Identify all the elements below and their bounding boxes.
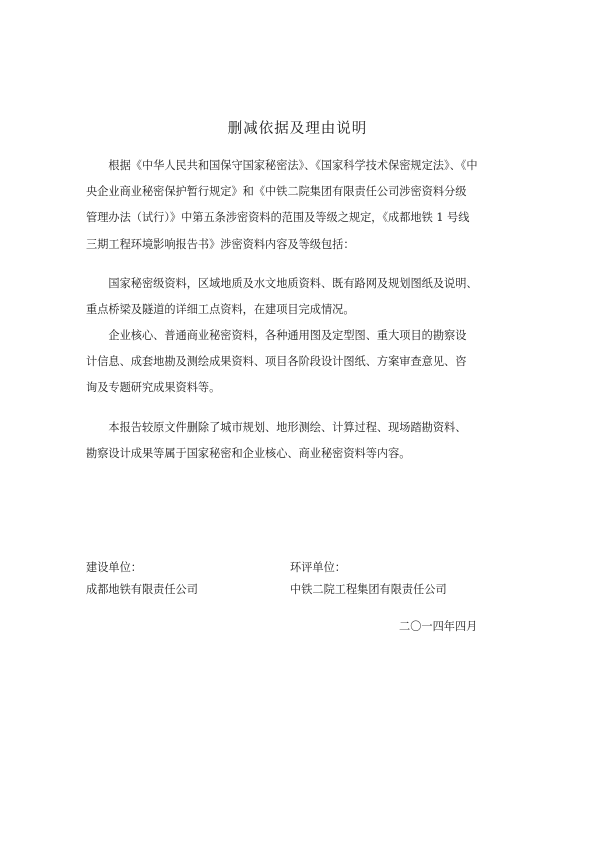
signature-label: 环评单位： bbox=[290, 561, 346, 574]
paragraph-line: 计信息、成套地勘及测绘成果资料、项目各阶段设计图纸、方案审查意见、咨 bbox=[86, 355, 467, 369]
paragraph-line: 三期工程环境影响报告书》涉密资料内容及等级包括： bbox=[86, 237, 355, 251]
paragraph-business-secret bbox=[86, 323, 511, 402]
signature-eia-unit bbox=[290, 557, 447, 601]
signature-name: 中铁二院工程集团有限责任公司 bbox=[290, 583, 447, 596]
paragraph-line: 询及专题研究成果资料等。 bbox=[86, 381, 221, 395]
signature-name: 成都地铁有限责任公司 bbox=[86, 583, 198, 596]
paragraph-line: 本报告较原文件删除了城市规划、地形测绘、计算过程、现场踏勘资料、 bbox=[86, 421, 467, 434]
signature-construction-unit bbox=[86, 557, 198, 601]
paragraph-line: 央企业商业秘密保护暂行规定》和《中铁二院集团有限责任公司涉密资料分级 bbox=[86, 185, 467, 199]
paragraph-line: 勘察设计成果等属于国家秘密和企业核心、商业秘密资料等内容。 bbox=[86, 447, 411, 461]
paragraph-deletions bbox=[86, 415, 511, 467]
signature-label: 建设单位： bbox=[86, 561, 142, 574]
page-title: 删减依据及理由说明 bbox=[227, 121, 368, 137]
paragraph-line: 管理办法（试行）》中第五条涉密资料的范围及等级之规定，《成都地铁 1 号线 bbox=[86, 211, 470, 225]
paragraph-line: 根据《中华人民共和国保守国家秘密法》、《国家科学技术保密规定法》、《中 bbox=[86, 159, 478, 172]
paragraph-line: 重点桥梁及隧道的详细工点资料，在建项目完成情况。 bbox=[86, 303, 355, 317]
paragraph-state-secret bbox=[86, 271, 511, 323]
paragraph-line: 企业核心、普通商业秘密资料，各种通用图及定型图、重大项目的勘察设 bbox=[86, 329, 467, 342]
paragraph-legal-basis bbox=[86, 153, 511, 258]
document-date: 二〇一四年四月 bbox=[399, 620, 478, 633]
paragraph-line: 国家秘密级资料，区域地质及水文地质资料、既有路网及规划图纸及说明、 bbox=[86, 277, 478, 290]
